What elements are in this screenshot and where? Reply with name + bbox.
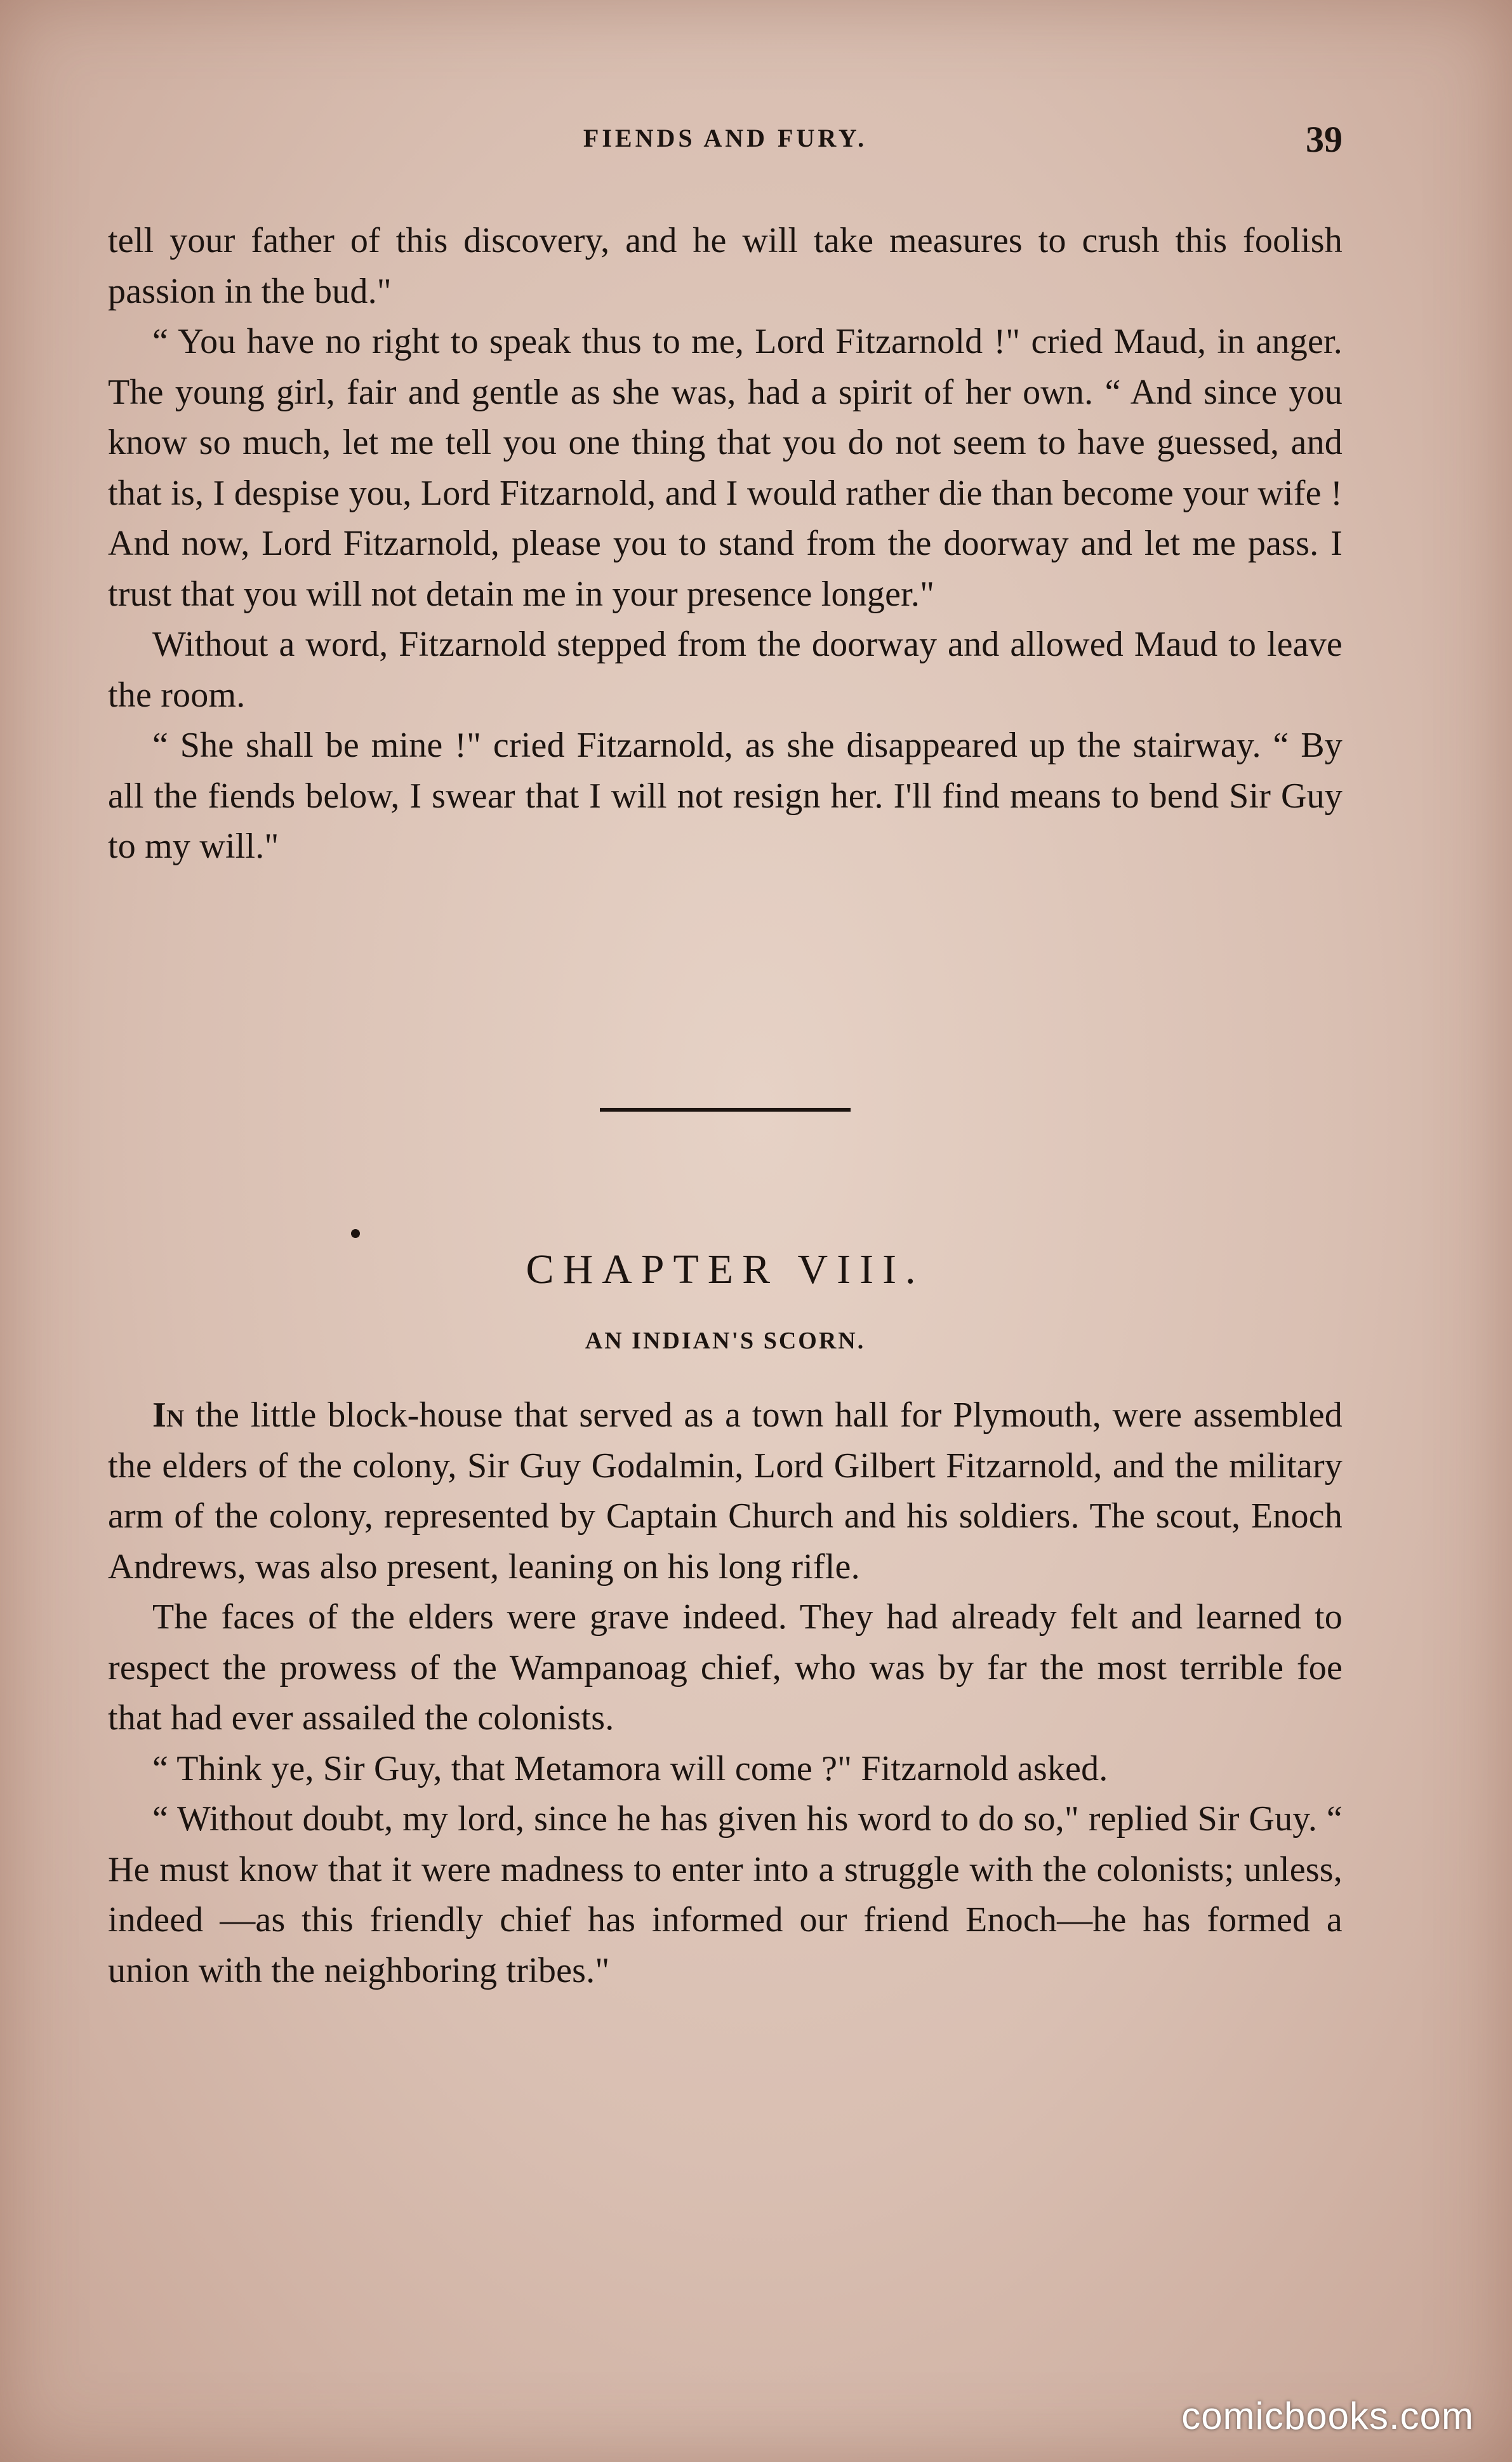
text-block-lower xyxy=(108,1390,1343,1996)
paragraph: Without a word, Fitzarnold stepped from the doorway and allowed Maud to leave the room. xyxy=(108,625,1343,715)
paragraph-text: the little block-house that served as a town hall for Plymouth, were assembled the elders of the colony, Sir Guy Godalmin, Lord Gilbert Fitzarnold, and the military arm of the colony, represented by Captain Church and his soldiers. The scout, Enoch Andrews, was also present, leaning on his long rifle. xyxy=(108,1395,1343,1587)
text-block-upper xyxy=(108,216,1343,872)
ink-dot xyxy=(351,1229,360,1238)
watermark: comicbooks.com xyxy=(1181,2395,1474,2437)
paragraph: “ Without doubt, my lord, since he has given his word to do so," replied Sir Guy. “ He must know that it were madness to enter into a struggle with the colonists; unless, indeed —as this friendly chief has informed our friend Enoch—he has formed a union with the neighboring tribes." xyxy=(108,1799,1343,1990)
running-head-title: FIENDS AND FURY. xyxy=(583,124,868,152)
paragraph: “ You have no right to speak thus to me, Lord Fitzarnold !" cried Maud, in anger. The young girl, fair and gentle as she was, had a spirit of her own. “ And since you know so much, let me tell you one thing that you do not seem to have guessed, and that is, I despise you, Lord Fitzarnold, and I would rather die than become your wife ! And now, Lord Fitzarnold, please you to stand from the doorway and let me pass. I trust that you will not detain me in your presence longer." xyxy=(108,322,1343,614)
section-divider-rule xyxy=(600,1108,851,1112)
chapter-subtitle: AN INDIAN'S SCORN. xyxy=(585,1327,866,1354)
opening-word: In xyxy=(152,1395,185,1435)
paragraph: “ She shall be mine !" cried Fitzarnold, as she disappeared up the stairway. “ By all the fiends below, I swear that I will not resign her. I'll find means to bend Sir Guy to my will." xyxy=(108,726,1343,866)
running-head xyxy=(108,118,1343,163)
chapter-title: CHAPTER VIII. xyxy=(526,1246,925,1293)
paragraph: The faces of the elders were grave indeed. They had already felt and learned to respect the prowess of the Wampanoag chief, who was by far the most terrible foe that had ever assailed the colonists. xyxy=(108,1597,1343,1738)
opening-paragraph xyxy=(108,1390,1343,1592)
paragraph: tell your father of this discovery, and he will take measures to crush this foolish passion in the bud." xyxy=(108,221,1343,311)
paragraph: “ Think ye, Sir Guy, that Metamora will come ?" Fitzarnold asked. xyxy=(152,1748,1108,1788)
page-number: 39 xyxy=(1306,119,1343,160)
